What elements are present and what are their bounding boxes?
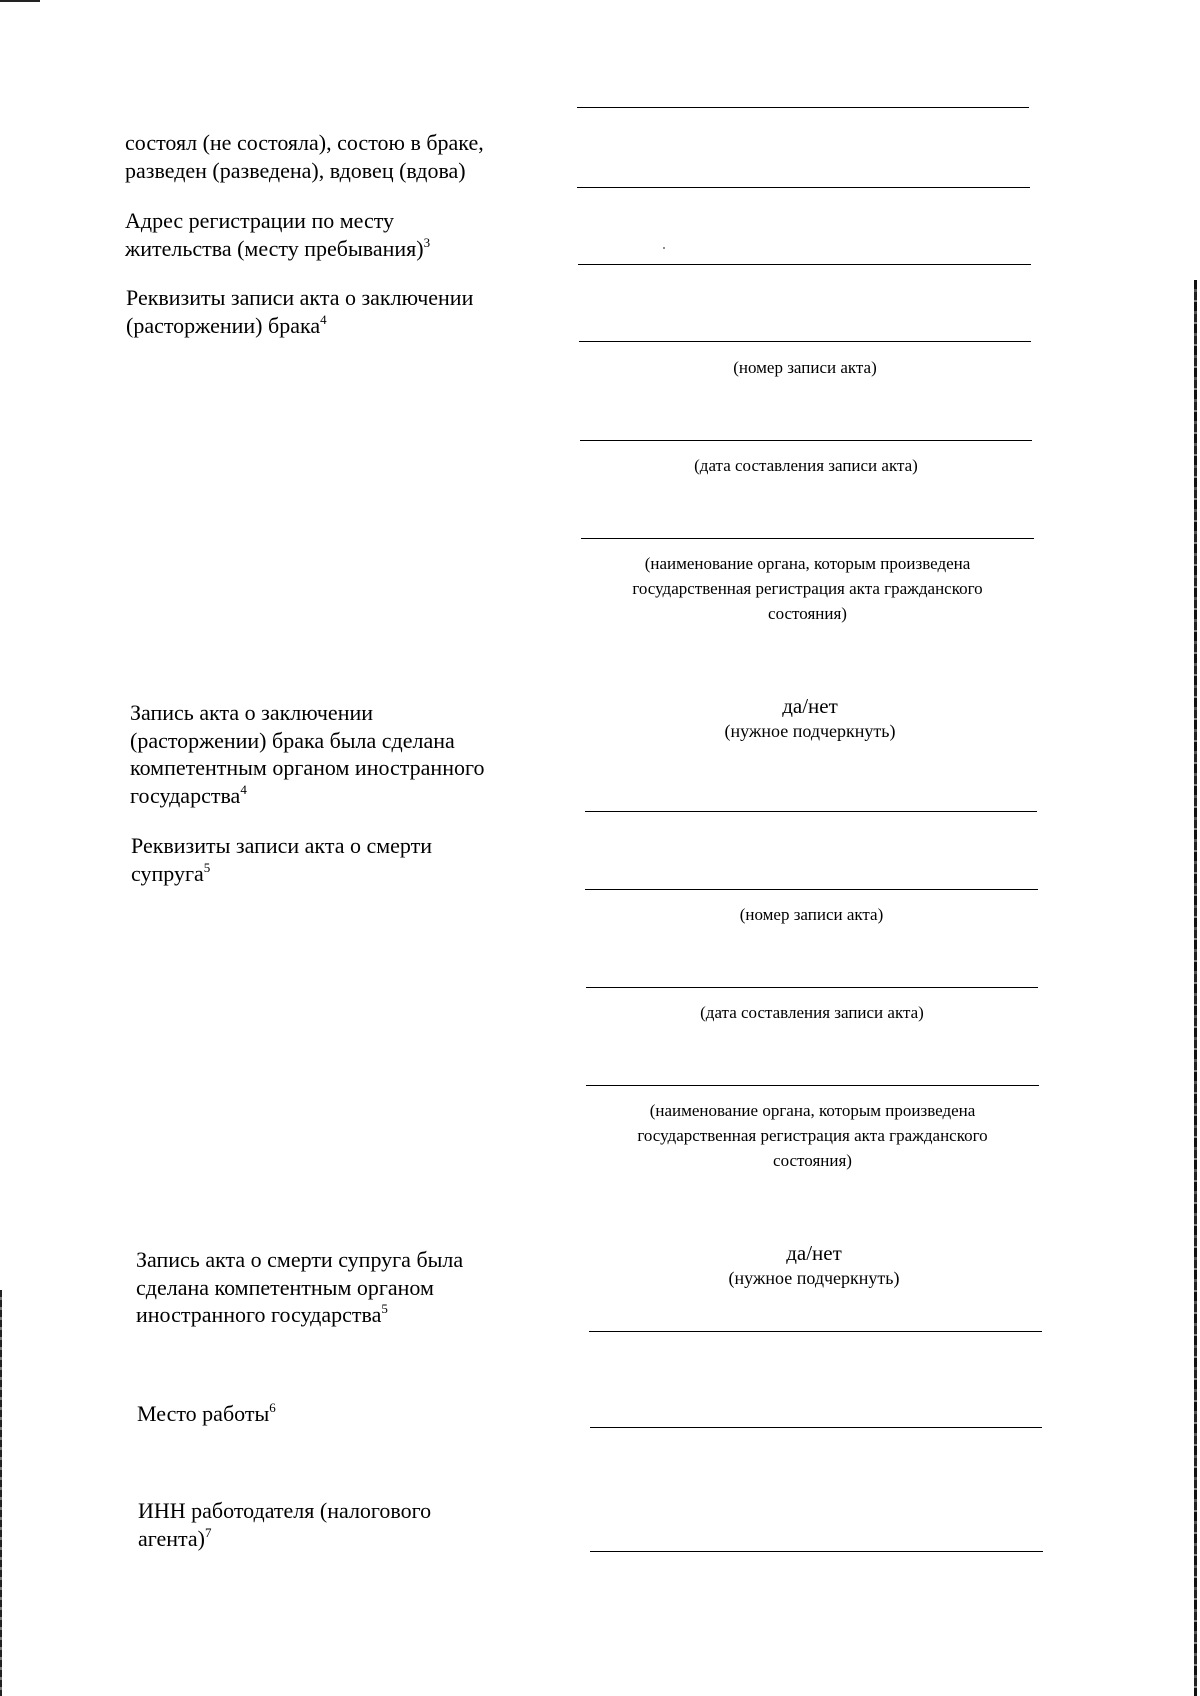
death-record-label xyxy=(131,832,432,887)
marital-status-label-line: разведен (разведена), вдовец (вдова) xyxy=(125,157,466,183)
authority-caption-line: состояния) xyxy=(773,1151,852,1170)
marriage-record-authority-line[interactable] xyxy=(581,538,1034,539)
footnote-marker: 6 xyxy=(269,1400,276,1415)
footnote-marker: 4 xyxy=(240,781,247,797)
scan-edge-left xyxy=(0,1290,2,1696)
footnote-marker: 7 xyxy=(205,1524,212,1540)
footnote-marker: 4 xyxy=(320,311,327,327)
death-foreign-line[interactable] xyxy=(589,1331,1042,1332)
marriage-foreign-label-line: компетентным органом иностранного xyxy=(130,755,485,780)
death-foreign-label xyxy=(136,1246,463,1329)
footnote-marker: 5 xyxy=(381,1301,388,1316)
marriage-foreign-choice[interactable] xyxy=(584,694,1036,743)
choice-hint: (нужное подчеркнуть) xyxy=(724,721,896,741)
marital-status-label-line: состоял (не состояла), состою в браке, xyxy=(125,130,484,155)
authority-caption-line: состояния) xyxy=(768,604,847,623)
death-record-authority-caption xyxy=(586,1098,1039,1173)
death-foreign-label-line: сделана компетентным органом xyxy=(136,1274,434,1300)
workplace-label xyxy=(137,1400,276,1428)
address-label-line: жительства (месту пребывания) xyxy=(125,235,424,261)
employer-inn-label-line: агента) xyxy=(138,1525,206,1551)
address-label xyxy=(125,207,430,262)
death-record-date-caption: (дата составления записи акта) xyxy=(700,1003,924,1022)
marriage-foreign-label xyxy=(130,699,484,809)
marriage-record-authority-caption xyxy=(581,551,1034,626)
scan-speck xyxy=(663,247,665,249)
marriage-foreign-label-line: государства xyxy=(130,782,241,808)
scan-edge-mark xyxy=(0,0,40,2)
marriage-record-date-line[interactable] xyxy=(580,440,1032,441)
death-foreign-choice[interactable] xyxy=(588,1241,1040,1290)
marriage-record-label-line: (расторжении) брака xyxy=(126,312,321,338)
authority-caption-line: государственная регистрация акта гражданского xyxy=(637,1126,988,1145)
employer-inn-line[interactable] xyxy=(590,1551,1043,1552)
footnote-marker: 3 xyxy=(423,234,431,250)
marriage-record-date-caption: (дата составления записи акта) xyxy=(694,456,918,475)
marital-status-line[interactable] xyxy=(577,187,1030,188)
death-record-number-caption: (номер записи акта) xyxy=(739,905,884,924)
yes-no-option[interactable]: да/нет xyxy=(786,1241,842,1265)
yes-no-option[interactable]: да/нет xyxy=(782,694,838,718)
marriage-foreign-label-line: (расторжении) брака была сделана xyxy=(130,727,455,753)
employer-inn-label-line: ИНН работодателя (налогового xyxy=(138,1498,432,1523)
marriage-record-number-line[interactable] xyxy=(579,341,1031,342)
death-foreign-label-line: Запись акта о смерти супруга была xyxy=(136,1247,464,1272)
marriage-foreign-line[interactable] xyxy=(585,811,1037,812)
choice-hint: (нужное подчеркнуть) xyxy=(728,1268,900,1288)
marriage-record-label-line: Реквизиты записи акта о заключении xyxy=(126,285,474,310)
workplace-line[interactable] xyxy=(590,1427,1042,1428)
marital-status-line-top[interactable] xyxy=(577,107,1029,108)
authority-caption-line: (наименование органа, которым произведена xyxy=(644,554,971,573)
address-line[interactable] xyxy=(578,264,1031,265)
address-label-line: Адрес регистрации по месту xyxy=(125,208,395,233)
employer-inn-label xyxy=(138,1497,431,1552)
death-foreign-label-line: иностранного государства xyxy=(136,1302,382,1327)
scan-edge-right xyxy=(1194,280,1197,1696)
authority-caption-line: государственная регистрация акта гражданского xyxy=(632,579,983,598)
death-record-number-line[interactable] xyxy=(585,889,1038,890)
workplace-label-text: Место работы xyxy=(137,1401,270,1426)
marriage-record-number-caption: (номер записи акта) xyxy=(733,358,877,377)
footnote-marker: 5 xyxy=(203,859,211,875)
death-record-label-line: Реквизиты записи акта о смерти xyxy=(131,833,433,858)
marital-status-label xyxy=(125,129,484,184)
death-record-label-line: супруга xyxy=(131,860,204,886)
marriage-record-label xyxy=(126,284,473,339)
marriage-foreign-label-line: Запись акта о заключении xyxy=(130,700,374,725)
death-record-date-line[interactable] xyxy=(586,987,1038,988)
death-record-authority-line[interactable] xyxy=(586,1085,1039,1086)
authority-caption-line: (наименование органа, которым произведена xyxy=(649,1101,976,1120)
